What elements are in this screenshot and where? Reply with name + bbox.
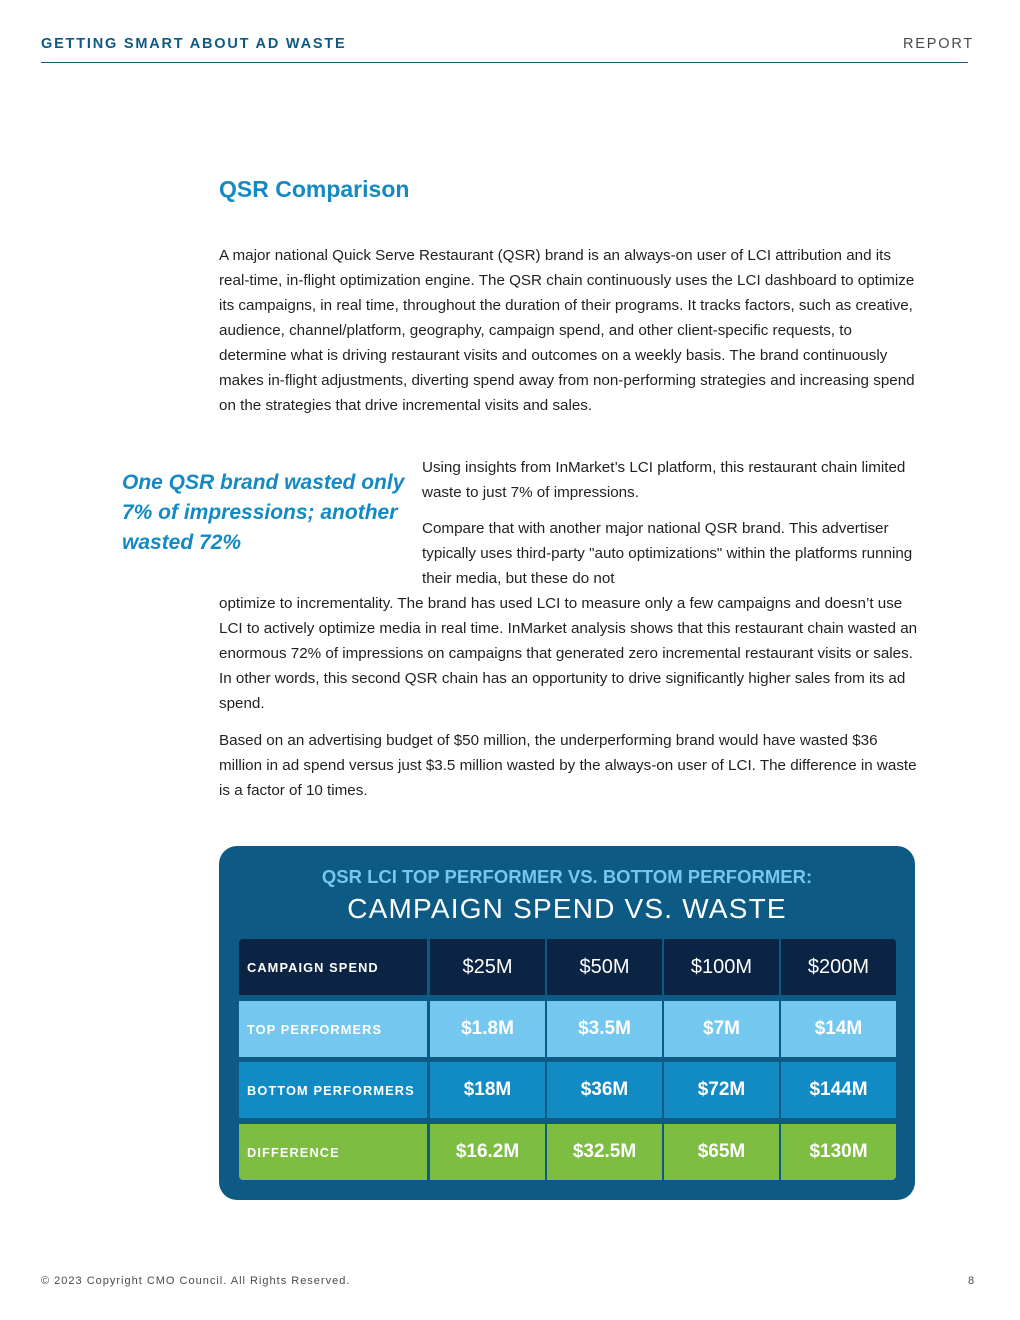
- paragraph-budget: Based on an advertising budget of $50 million, the underperforming brand would have wasted $36 million in ad spend versus just $3.5 million wasted by the always-on user of LCI. The difference in waste is a factor of 10 times.: [219, 732, 917, 799]
- row-difference-value: $65M: [664, 1124, 779, 1180]
- paragraph-compare-start: Compare that with another major national QSR brand. This advertiser typically uses third-party "auto optimizations" within the platforms running their media, but these do not: [422, 520, 913, 587]
- row-top-performers-value: $7M: [664, 1001, 779, 1057]
- pull-quote: One QSR brand wasted only 7% of impressions; another wasted 72%: [122, 471, 405, 554]
- row-bottom-performers-value: $36M: [547, 1062, 662, 1118]
- footer-copyright: © 2023 Copyright CMO Council. All Rights Reserved.: [41, 1275, 351, 1287]
- paragraph-intro: A major national Quick Serve Restaurant (QSR) brand is an always-on user of LCI attribution and its real-time, in-flight optimization engine. The QSR chain continuously uses the LCI dashboard to optimize its campaigns, in real time, throughout the duration of their programs. It tracks factors, such as creative, audience, channel/platform, geography, campaign spend, and other client-specific requests, to determine what is driving restaurant visits and outcomes on a weekly basis. The brand continuously makes in-flight adjustments, diverting spend away from non-performing strategies and increasing spend on the strategies that drive incremental visits and sales.: [219, 247, 915, 414]
- section-title: QSR Comparison: [219, 176, 410, 202]
- row-campaign-spend-value: $25M: [430, 939, 545, 995]
- page-number: 8: [968, 1275, 975, 1287]
- row-bottom-performers-value: $18M: [430, 1062, 545, 1118]
- comparison-table-panel: [219, 846, 915, 1200]
- report-title: GETTING SMART ABOUT AD WASTE: [41, 36, 347, 52]
- row-difference-label: DIFFERENCE: [239, 1124, 427, 1180]
- row-difference-value: $32.5M: [547, 1124, 662, 1180]
- row-top-performers-value: $3.5M: [547, 1001, 662, 1057]
- row-top-performers-value: $14M: [781, 1001, 896, 1057]
- row-bottom-performers-value: $72M: [664, 1062, 779, 1118]
- row-campaign-spend-label: CAMPAIGN SPEND: [239, 939, 427, 995]
- row-bottom-performers-label: BOTTOM PERFORMERS: [239, 1062, 427, 1118]
- row-bottom-performers-value: $144M: [781, 1062, 896, 1118]
- report-label: REPORT: [903, 36, 974, 52]
- table-title: CAMPAIGN SPEND VS. WASTE: [347, 893, 787, 924]
- row-difference-value: $16.2M: [430, 1124, 545, 1180]
- paragraph-compare-end: optimize to incrementality. The brand has used LCI to measure only a few campaigns and doesn’t use LCI to actively optimize media in real time. InMarket analysis shows that this restaurant chain wasted an enormous 72% of impressions on campaigns that generated zero incremental restaurant visits or sales. In other words, this second QSR chain has an opportunity to drive significantly higher sales from its ad spend.: [219, 595, 918, 712]
- row-campaign-spend-value: $100M: [664, 939, 779, 995]
- row-campaign-spend-value: $50M: [547, 939, 662, 995]
- row-top-performers-label: TOP PERFORMERS: [239, 1001, 427, 1057]
- row-top-performers-value: $1.8M: [430, 1001, 545, 1057]
- table-subtitle: QSR LCI TOP PERFORMER VS. BOTTOM PERFORMER:: [321, 866, 813, 887]
- page-header: [41, 34, 974, 63]
- row-difference-value: $130M: [781, 1124, 896, 1180]
- paragraph-insights: Using insights from InMarket’s LCI platform, this restaurant chain limited waste to just 7% of impressions.: [422, 459, 906, 501]
- row-campaign-spend-value: $200M: [781, 939, 896, 995]
